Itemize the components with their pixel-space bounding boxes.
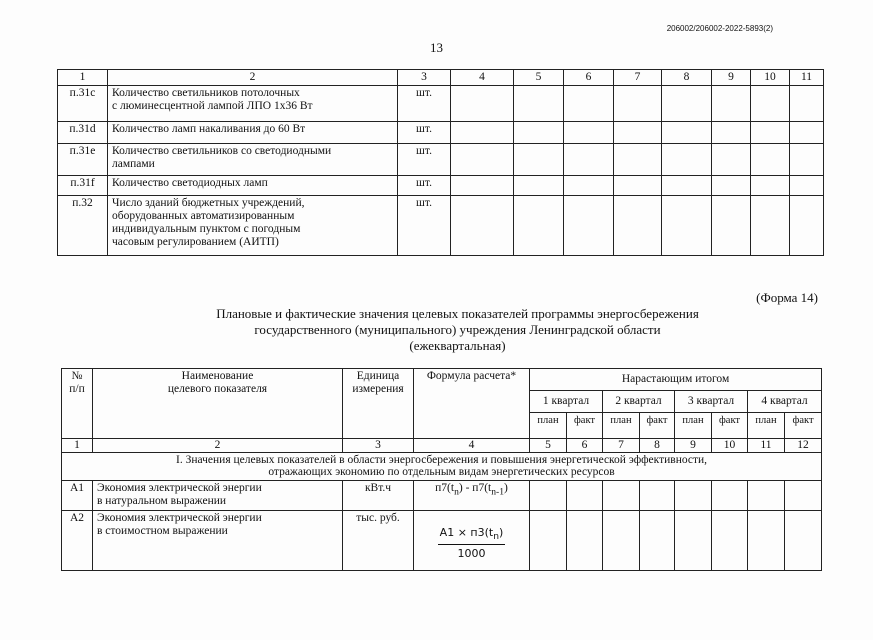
quarter-header: 1 квартал xyxy=(530,391,603,413)
table1-header-cell: 3 xyxy=(398,70,451,86)
table-row xyxy=(58,122,824,144)
table1-header-cell: 6 xyxy=(564,70,614,86)
indicator-name: Экономия электрической энергии в стоимостном выражении xyxy=(93,511,343,571)
column-number: 9 xyxy=(675,439,712,453)
section-title: I. Значения целевых показателей в области энергосбережения и повышения энергетической эффективности, отражающих экономию по отдельным видам энергетических ресурсов xyxy=(62,453,822,481)
quarter-header: 3 квартал xyxy=(675,391,748,413)
indicator-name: Экономия электрической энергии в натуральном выражении xyxy=(93,481,343,511)
row-number: А2 xyxy=(62,511,93,571)
cumulative-header: Нарастающим итогом xyxy=(530,369,822,391)
unit: шт. xyxy=(398,176,451,196)
column-number: 2 xyxy=(93,439,343,453)
column-number: 11 xyxy=(748,439,785,453)
targets-table xyxy=(61,368,822,571)
column-number: 5 xyxy=(530,439,567,453)
table1-header-cell: 1 xyxy=(58,70,108,86)
row-number: п.31f xyxy=(58,176,108,196)
num-header: № п/п xyxy=(62,369,93,439)
unit: тыс. руб. xyxy=(343,511,414,571)
plan-header: план xyxy=(748,413,785,439)
fact-header: факт xyxy=(567,413,603,439)
fact-header: факт xyxy=(712,413,748,439)
unit: шт. xyxy=(398,196,451,256)
row-number: п.32 xyxy=(58,196,108,256)
quarter-header: 2 квартал xyxy=(603,391,675,413)
formula: $\frac{А1 \times п3(t_n)}{1000}$ xyxy=(414,511,530,571)
formula: $п7(t_n) - п7(t_{n-1})$ xyxy=(414,481,530,511)
indicator-name: Количество светодиодных ламп xyxy=(108,176,398,196)
page-number: 13 xyxy=(430,40,443,55)
unit: кВт.ч xyxy=(343,481,414,511)
indicator-name: Количество светильников потолочных с люминесцентной лампой ЛПО 1х36 Вт xyxy=(108,86,398,122)
column-number: 3 xyxy=(343,439,414,453)
page-title: Плановые и фактические значения целевых показателей программы энергосбережения государственного (муниципального) учреждения Ленинградской области (ежеквартальная) xyxy=(216,306,699,353)
table2-header-row xyxy=(62,369,822,391)
table1-header-cell: 11 xyxy=(790,70,824,86)
table-row xyxy=(58,176,824,196)
row-number: п.31e xyxy=(58,144,108,176)
plan-header: план xyxy=(603,413,640,439)
document-id: 206002/206002-2022-5893(2) xyxy=(666,24,773,33)
unit: шт. xyxy=(398,144,451,176)
table-row xyxy=(62,511,822,571)
row-number: п.31d xyxy=(58,122,108,144)
table1-header-cell: 9 xyxy=(712,70,751,86)
name-header: Наименование целевого показателя xyxy=(93,369,343,439)
column-number: 1 xyxy=(62,439,93,453)
table-row xyxy=(62,481,822,511)
indicators-table-continued xyxy=(57,69,824,256)
plan-header: план xyxy=(530,413,567,439)
row-number: п.31c xyxy=(58,86,108,122)
table-row xyxy=(58,86,824,122)
fact-header: факт xyxy=(640,413,675,439)
row-number: А1 xyxy=(62,481,93,511)
column-number: 12 xyxy=(785,439,822,453)
table-row xyxy=(58,196,824,256)
table1-header-cell: 4 xyxy=(451,70,514,86)
indicator-name: Количество ламп накаливания до 60 Вт xyxy=(108,122,398,144)
formula-header: Формула расчета* xyxy=(414,369,530,439)
column-number: 6 xyxy=(567,439,603,453)
indicator-name: Число зданий бюджетных учреждений, оборудованных автоматизированным индивидуальным пунктом с погодным часовым регулированием (АИТП) xyxy=(108,196,398,256)
quarter-header: 4 квартал xyxy=(748,391,822,413)
table1-header-cell: 5 xyxy=(514,70,564,86)
column-number: 7 xyxy=(603,439,640,453)
plan-header: план xyxy=(675,413,712,439)
table1-header-cell: 10 xyxy=(751,70,790,86)
unit-header: Единица измерения xyxy=(343,369,414,439)
table1-header-cell: 8 xyxy=(662,70,712,86)
section-row xyxy=(62,453,822,481)
unit: шт. xyxy=(398,86,451,122)
fact-header: факт xyxy=(785,413,822,439)
column-number: 8 xyxy=(640,439,675,453)
column-number-row xyxy=(62,439,822,453)
unit: шт. xyxy=(398,122,451,144)
column-number: 4 xyxy=(414,439,530,453)
form-label: (Форма 14) xyxy=(756,290,818,305)
table1-header-cell: 7 xyxy=(614,70,662,86)
indicator-name: Количество светильников со светодиодными лампами xyxy=(108,144,398,176)
table-row xyxy=(58,144,824,176)
table1-header-row xyxy=(58,70,824,86)
table1-header-cell: 2 xyxy=(108,70,398,86)
column-number: 10 xyxy=(712,439,748,453)
